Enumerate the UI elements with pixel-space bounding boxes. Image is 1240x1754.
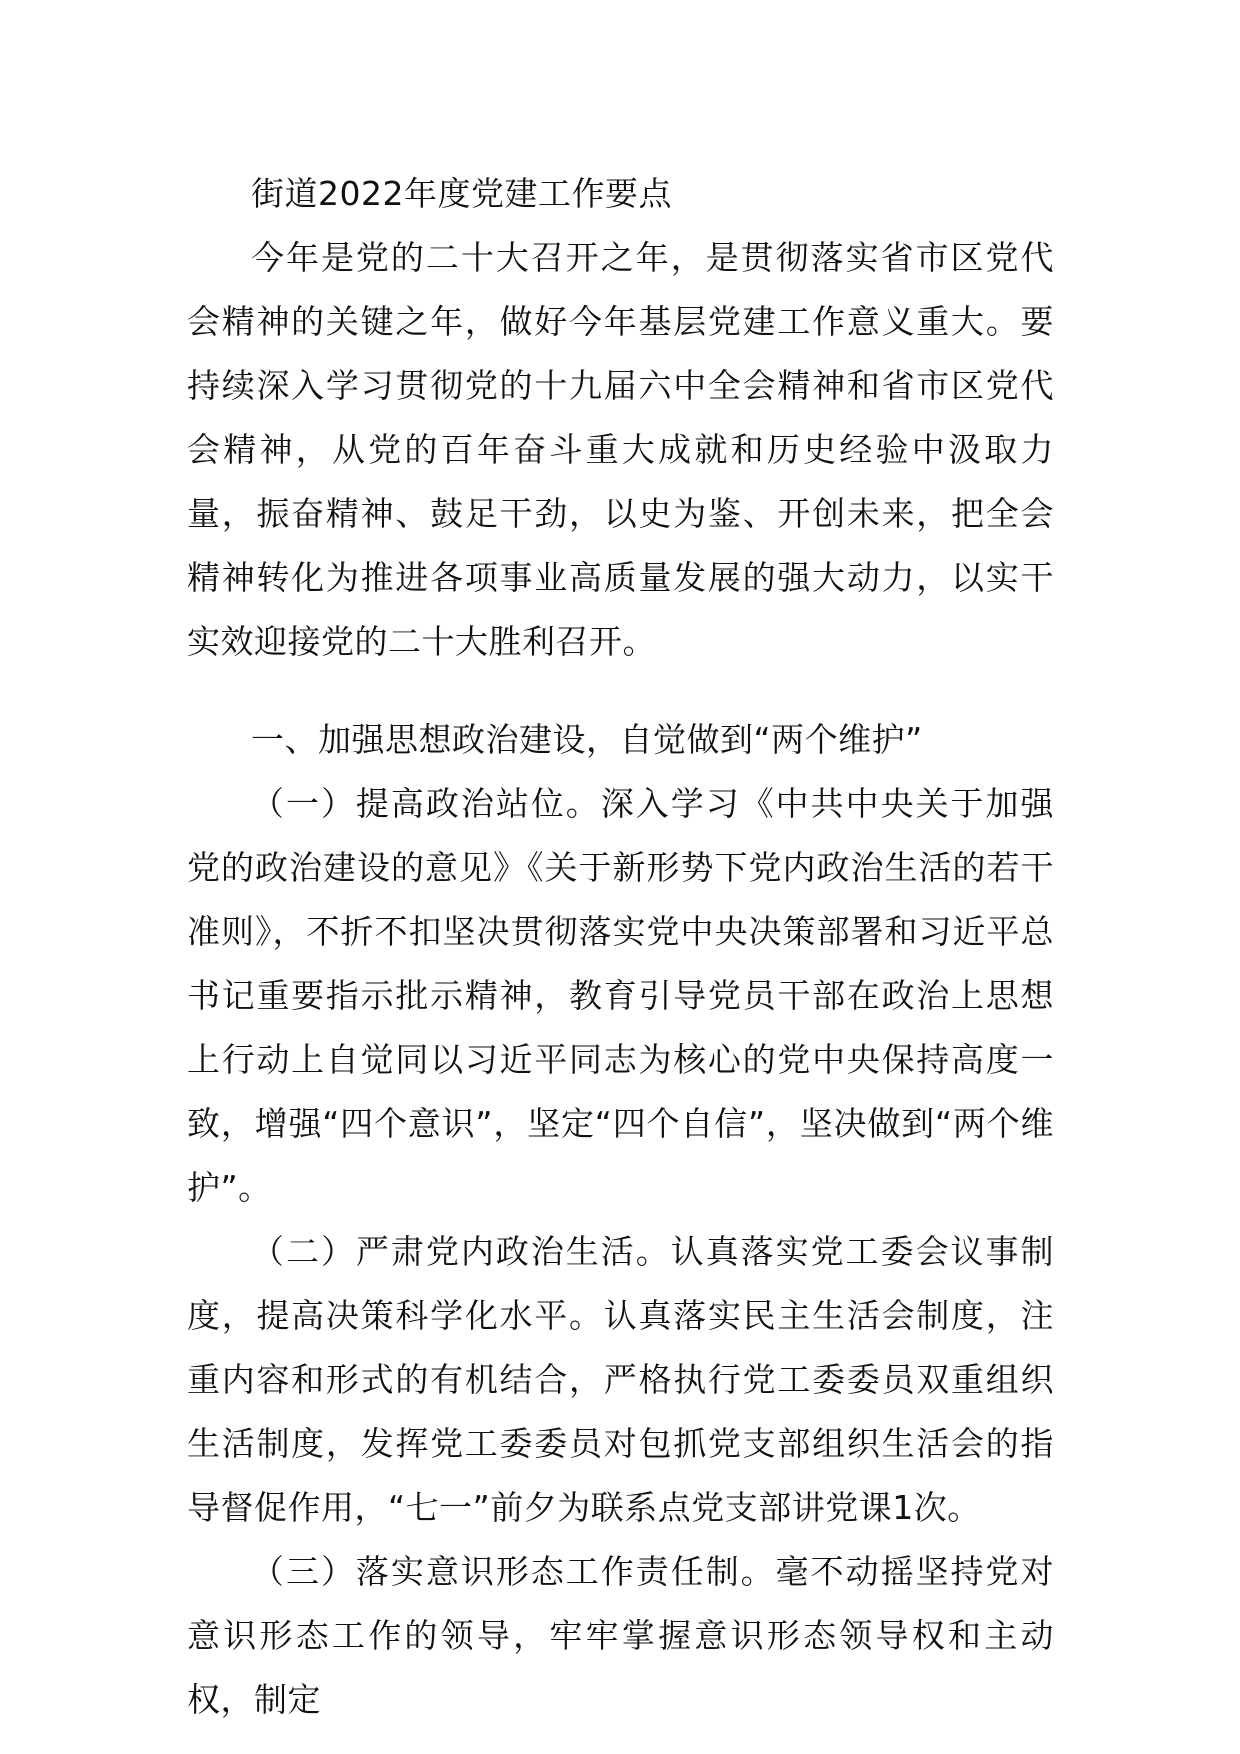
section-1-item-2: （二）严肃党内政治生活。认真落实党工委会议事制度，提高决策科学化水平。认真落实民主生活会制度，注重内容和形式的有机结合，严格执行党工委委员双重组织生活制度，发挥党工委委员对包抓党支部组织生活会的指导督促作用，“七一”前夕为联系点党支部讲党课1次。 xyxy=(187,1232,1054,1527)
document-title: 街道2022年度党建工作要点 xyxy=(251,174,672,213)
section-1-heading: 一、加强思想政治建设，自觉做到“两个维护” xyxy=(251,720,923,759)
section-1-item-1: （一）提高政治站位。深入学习《中共中央关于加强党的政治建设的意见》《关于新形势下党内政治生活的若干准则》，不折不扣坚决贯彻落实党中央决策部署和习近平总书记重要指示批示精神，教育引导党员干部在政治上思想上行动上自觉同以习近平同志为核心的党中央保持高度一致，增强“四个意识”，坚定“四个自信”，坚决做到“两个维护”。 xyxy=(187,784,1054,1207)
section-1-item-3: （三）落实意识形态工作责任制。毫不动摇坚持党对意识形态工作的领导，牢牢掌握意识形态领导权和主动权，制定 xyxy=(187,1552,1054,1719)
intro-paragraph: 今年是党的二十大召开之年，是贯彻落实省市区党代会精神的关键之年，做好今年基层党建工作意义重大。要持续深入学习贯彻党的十九届六中全会精神和省市区党代会精神，从党的百年奋斗重大成就和历史经验中汲取力量，振奋精神、鼓足干劲，以史为鉴、开创未来，把全会精神转化为推进各项事业高质量发展的强大动力，以实干实效迎接党的二十大胜利召开。 xyxy=(187,238,1054,661)
document-body xyxy=(187,162,1054,1732)
